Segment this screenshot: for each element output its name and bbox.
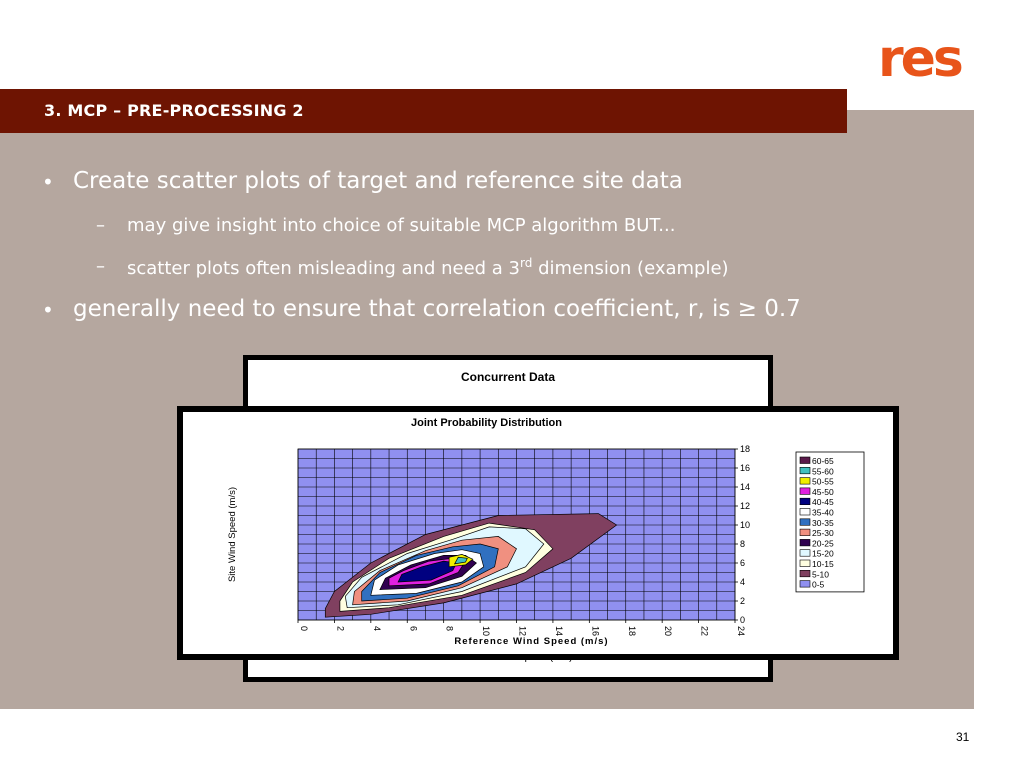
y-tick-label: 4 <box>740 577 746 587</box>
legend-label: 25-30 <box>812 528 834 539</box>
legend-swatch <box>800 529 810 536</box>
res-logo <box>878 30 978 80</box>
bullet-dot: • <box>42 170 54 194</box>
sub-bullet-text: may give insight into choice of suitable MCP algorithm BUT... <box>127 215 676 236</box>
legend-label: 0-5 <box>812 579 825 590</box>
x-tick-label: 20 <box>663 626 674 637</box>
sub-bullet-text <box>127 256 729 279</box>
y-tick-label: 18 <box>740 444 751 454</box>
legend-label: 50-55 <box>812 476 834 487</box>
legend-swatch <box>800 498 810 505</box>
legend-swatch <box>800 570 810 577</box>
legend-label: 40-45 <box>812 497 834 508</box>
x-axis-label: Reference Wind Speed (m/s) <box>454 636 609 647</box>
legend-label: 20-25 <box>812 538 834 549</box>
x-tick-label: 4 <box>371 626 382 632</box>
y-tick-label: 14 <box>740 482 751 492</box>
legend-label: 10-15 <box>812 559 834 569</box>
logo-text: res <box>878 30 961 80</box>
y-tick-label: 10 <box>740 520 751 530</box>
legend-label: 30-35 <box>812 517 834 528</box>
legend-swatch <box>800 467 810 474</box>
bullet-dot: • <box>42 298 54 322</box>
legend-swatch <box>800 519 810 526</box>
legend-swatch <box>800 560 810 567</box>
x-tick-label: 16 <box>590 626 601 637</box>
back-chart-title: Concurrent Data <box>460 370 555 384</box>
legend-swatch <box>800 550 810 557</box>
legend-label: 15-20 <box>812 548 834 559</box>
x-tick-label: 14 <box>553 626 564 637</box>
legend-swatch <box>800 539 810 546</box>
legend-swatch <box>800 509 810 516</box>
legend-swatch <box>800 488 810 495</box>
sub-bullet-dash: – <box>96 215 105 236</box>
y-tick-label: 12 <box>740 501 751 511</box>
text-part: dimension (example) <box>532 258 729 279</box>
joint-probability-chart <box>183 412 893 654</box>
text-part: scatter plots often misleading and need a 3 <box>127 258 521 279</box>
bullet-text: Create scatter plots of target and reference site data <box>73 168 683 194</box>
y-tick-label: 6 <box>740 558 746 568</box>
x-tick-label: 12 <box>517 626 528 637</box>
y-tick-label: 16 <box>740 463 751 473</box>
legend-label: 60-65 <box>812 456 834 466</box>
legend-label: 45-50 <box>812 486 834 497</box>
legend-swatch <box>800 478 810 485</box>
y-tick-label: 0 <box>740 615 746 625</box>
x-tick-label: 6 <box>408 626 419 632</box>
x-tick-label: 0 <box>299 626 309 632</box>
y-tick-label: 2 <box>740 596 746 606</box>
superscript: rd <box>520 256 533 270</box>
x-tick-label: 22 <box>699 626 710 637</box>
slide-title: 3. MCP – PRE-PROCESSING 2 <box>44 101 304 120</box>
legend-swatch <box>800 581 810 588</box>
legend-swatch <box>800 457 810 464</box>
x-tick-label: 24 <box>736 626 746 637</box>
y-tick-label: 8 <box>740 539 746 549</box>
page-number: 31 <box>956 730 970 744</box>
legend-label: 5-10 <box>812 569 830 580</box>
legend-label: 55-60 <box>812 466 834 477</box>
x-tick-label: 8 <box>444 626 455 632</box>
y-axis-label: Site Wind Speed (m/s) <box>227 486 238 583</box>
x-tick-label: 10 <box>481 626 492 637</box>
legend-label: 35-40 <box>812 507 834 518</box>
sub-bullet-dash: – <box>96 256 105 277</box>
x-tick-label: 2 <box>335 626 346 632</box>
chart-title: Joint Probability Distribution <box>411 417 562 429</box>
bullet-text: generally need to ensure that correlation coefficient, r, is ≥ 0.7 <box>73 296 801 322</box>
x-tick-label: 18 <box>626 626 637 637</box>
